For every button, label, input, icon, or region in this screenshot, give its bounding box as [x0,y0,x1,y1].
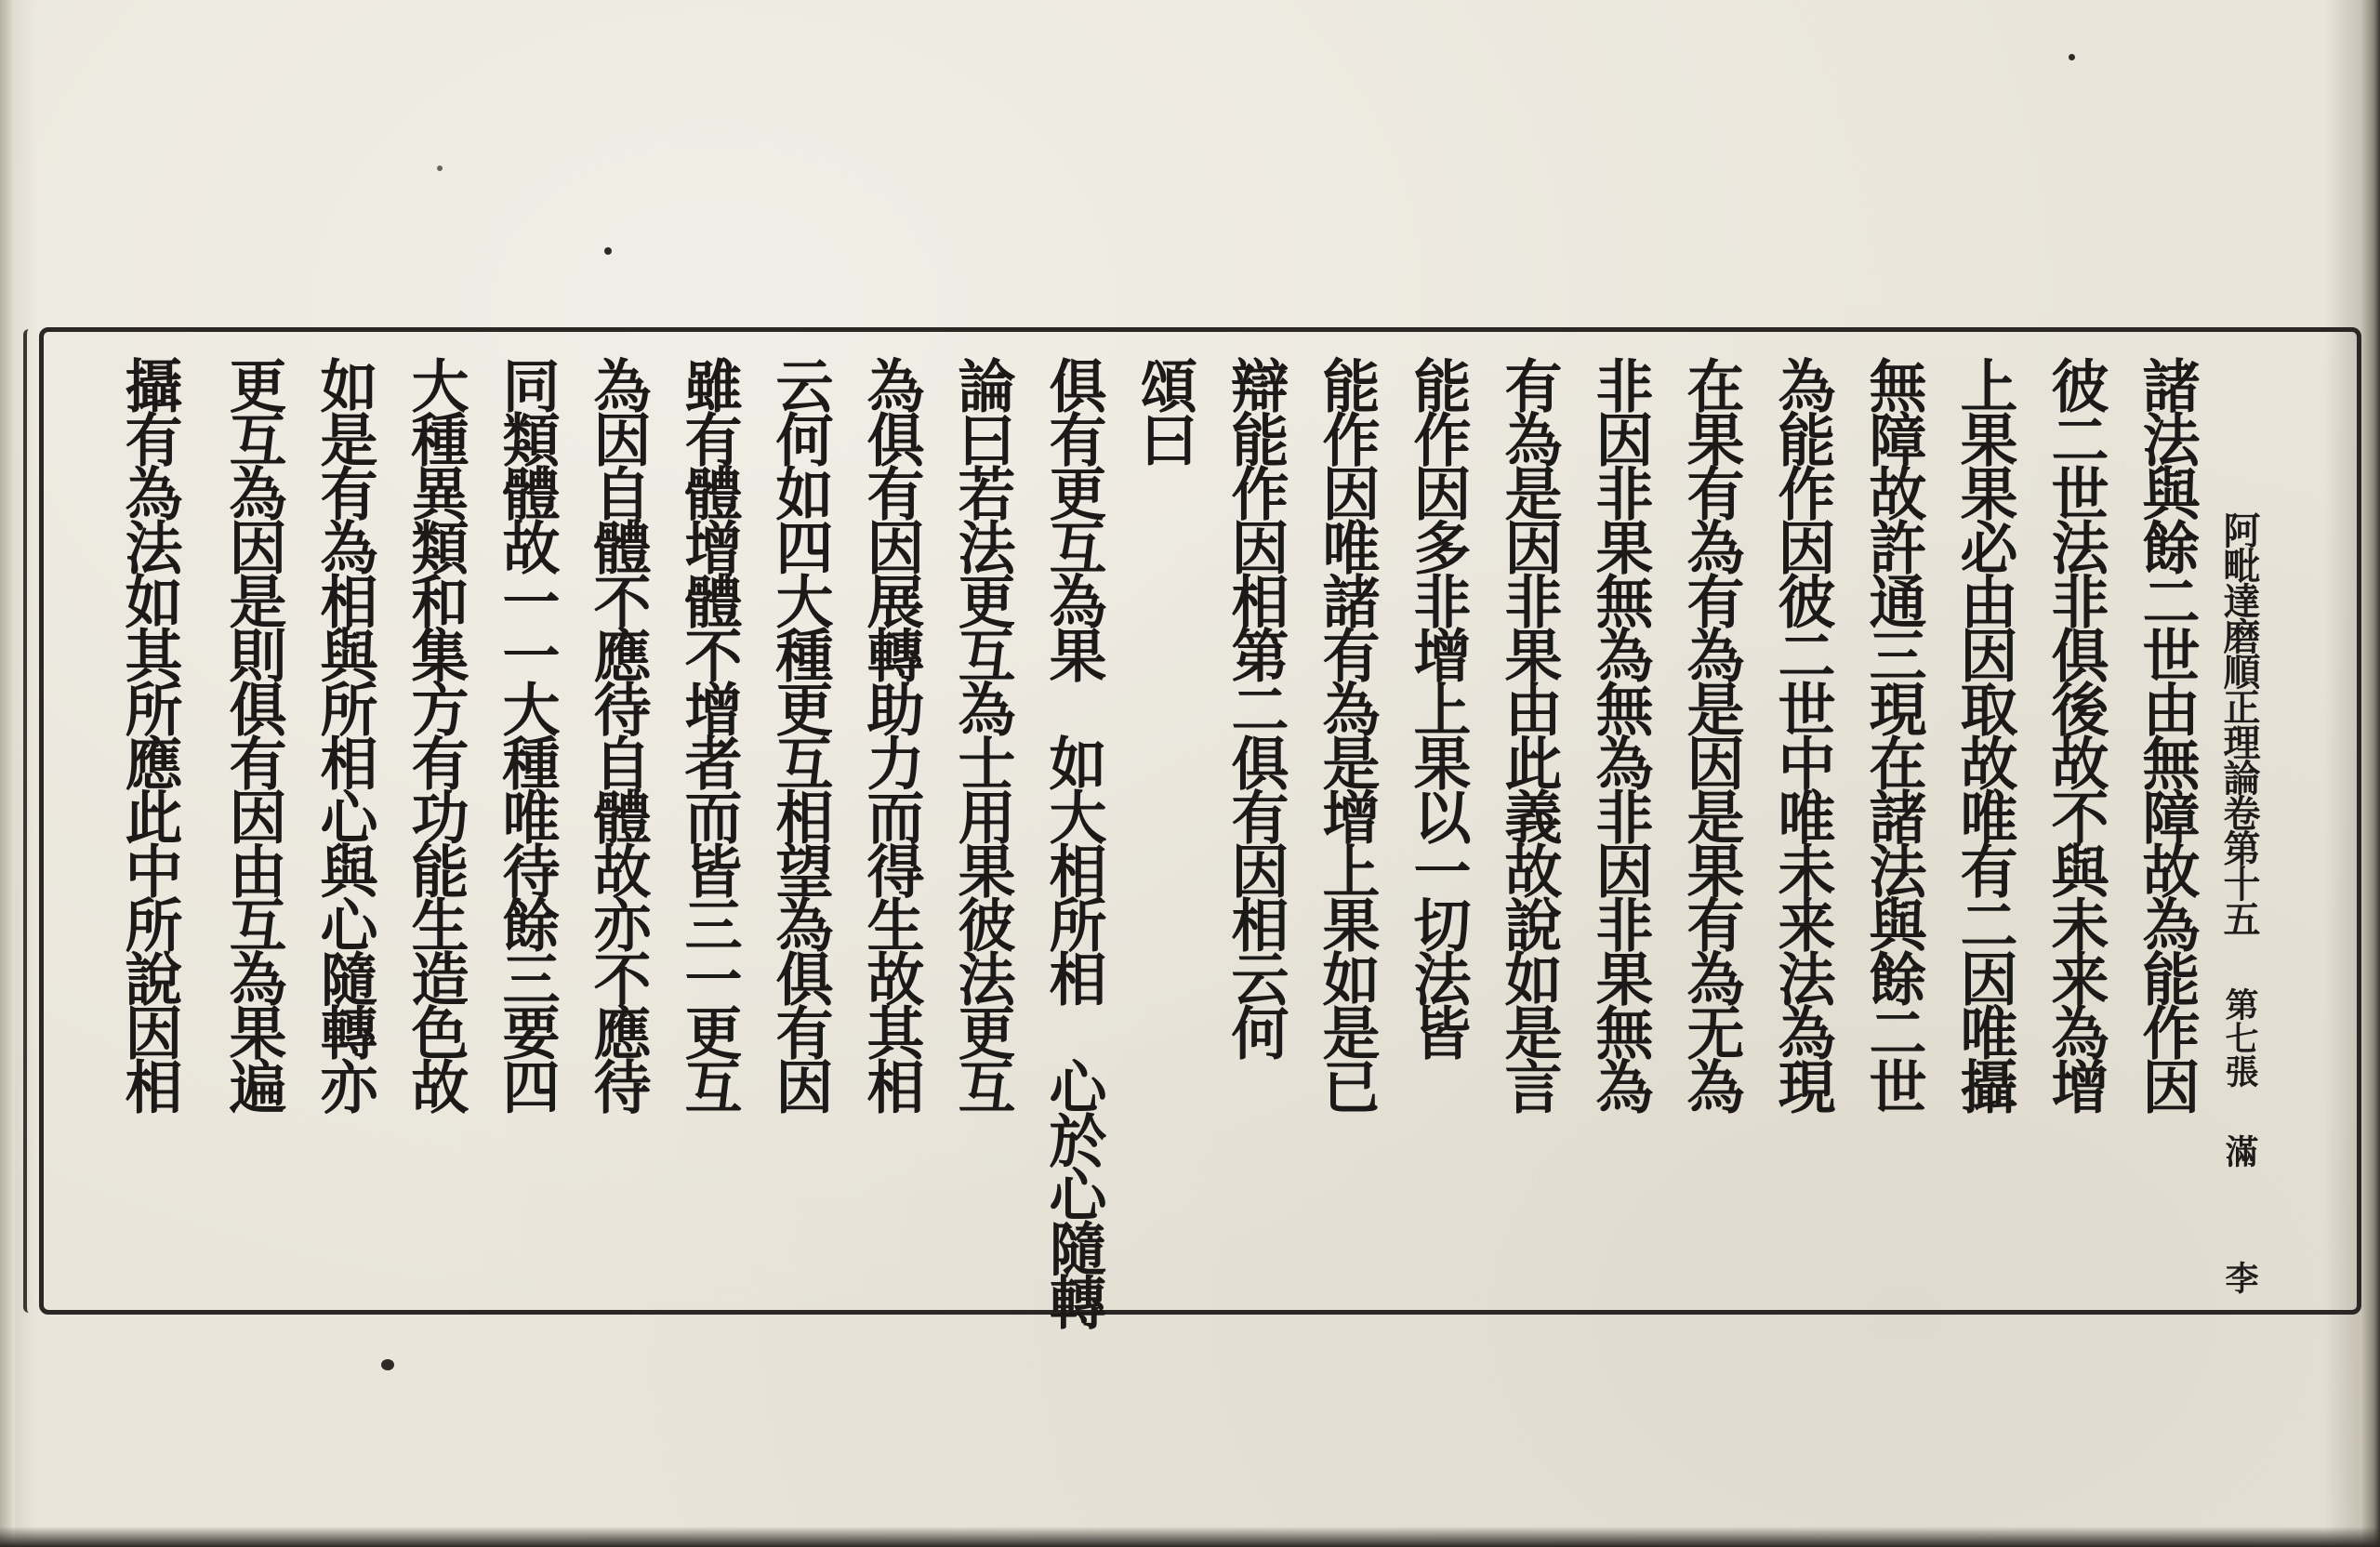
text-column: 在果有為有為是因是果有為无為 [1677,356,1745,1111]
leaf-number [2216,987,2263,1294]
text-column: 論曰若法更互為士用果彼法更互 [948,356,1016,1111]
text-column: 非因非果無為無為非因非果無為 [1586,356,1654,1111]
text-column: 為能作因彼二世中唯未来法為現 [1768,356,1836,1111]
text-column: 無障故許通三現在諸法與餘二世 [1859,356,1927,1111]
volume-title: 阿毗達磨順正理論卷第十五 [2217,511,2261,935]
binding-edge-left [0,0,15,1547]
text-column: 云何如四大種更互相望為俱有因 [766,356,834,1111]
text-column: 能作因多非增上果以一切法皆 [1404,356,1472,1057]
ink-speck [2069,54,2075,60]
text-column: 彼二世法非俱後故不與未来為增 [2042,356,2109,1111]
leaf-mark-1: 滿 [2220,1134,2259,1168]
text-column: 辯能作因相第二俱有因相云何 [1222,356,1289,1057]
text-column: 雖有體增體不增者而皆三一更互 [675,356,743,1111]
verse-column: 俱有更互為果 如大相所相 心於心隨轉 [1039,356,1107,1327]
ink-speck [437,165,443,171]
text-column: 上果果必由因取故唯有二因唯攝 [1950,356,2018,1111]
text-column: 有為是因非果由此義故說如是言 [1495,356,1563,1111]
leaf-label: 第七張 [2220,987,2259,1088]
ink-speck [604,247,612,255]
text-column: 頌曰 [1130,356,1198,464]
leaf-mark-2: 李 [2220,1261,2259,1294]
text-column: 攝有為法如其所應此中所說因相 [115,356,183,1111]
binding-edge-right [2360,0,2380,1547]
text-column: 同類體故一一大種唯待餘三要四 [493,356,561,1111]
bottom-shadow [0,1527,2380,1547]
text-column: 更互為因是則俱有因由互為果遍 [219,356,287,1111]
ink-speck [381,1359,394,1370]
text-column: 為因自體不應待自體故亦不應待 [584,356,652,1111]
text-column: 為俱有因展轉助力而得生故其相 [857,356,925,1111]
text-column: 能作因唯諸有為是增上果如是已 [1313,356,1381,1111]
text-column: 大種異類和集方有功能生造色故 [402,356,469,1111]
text-column: 如是有為相與所相心與心隨轉亦 [311,356,378,1111]
text-column: 諸法與餘二世由無障故為能作因 [2133,356,2201,1111]
